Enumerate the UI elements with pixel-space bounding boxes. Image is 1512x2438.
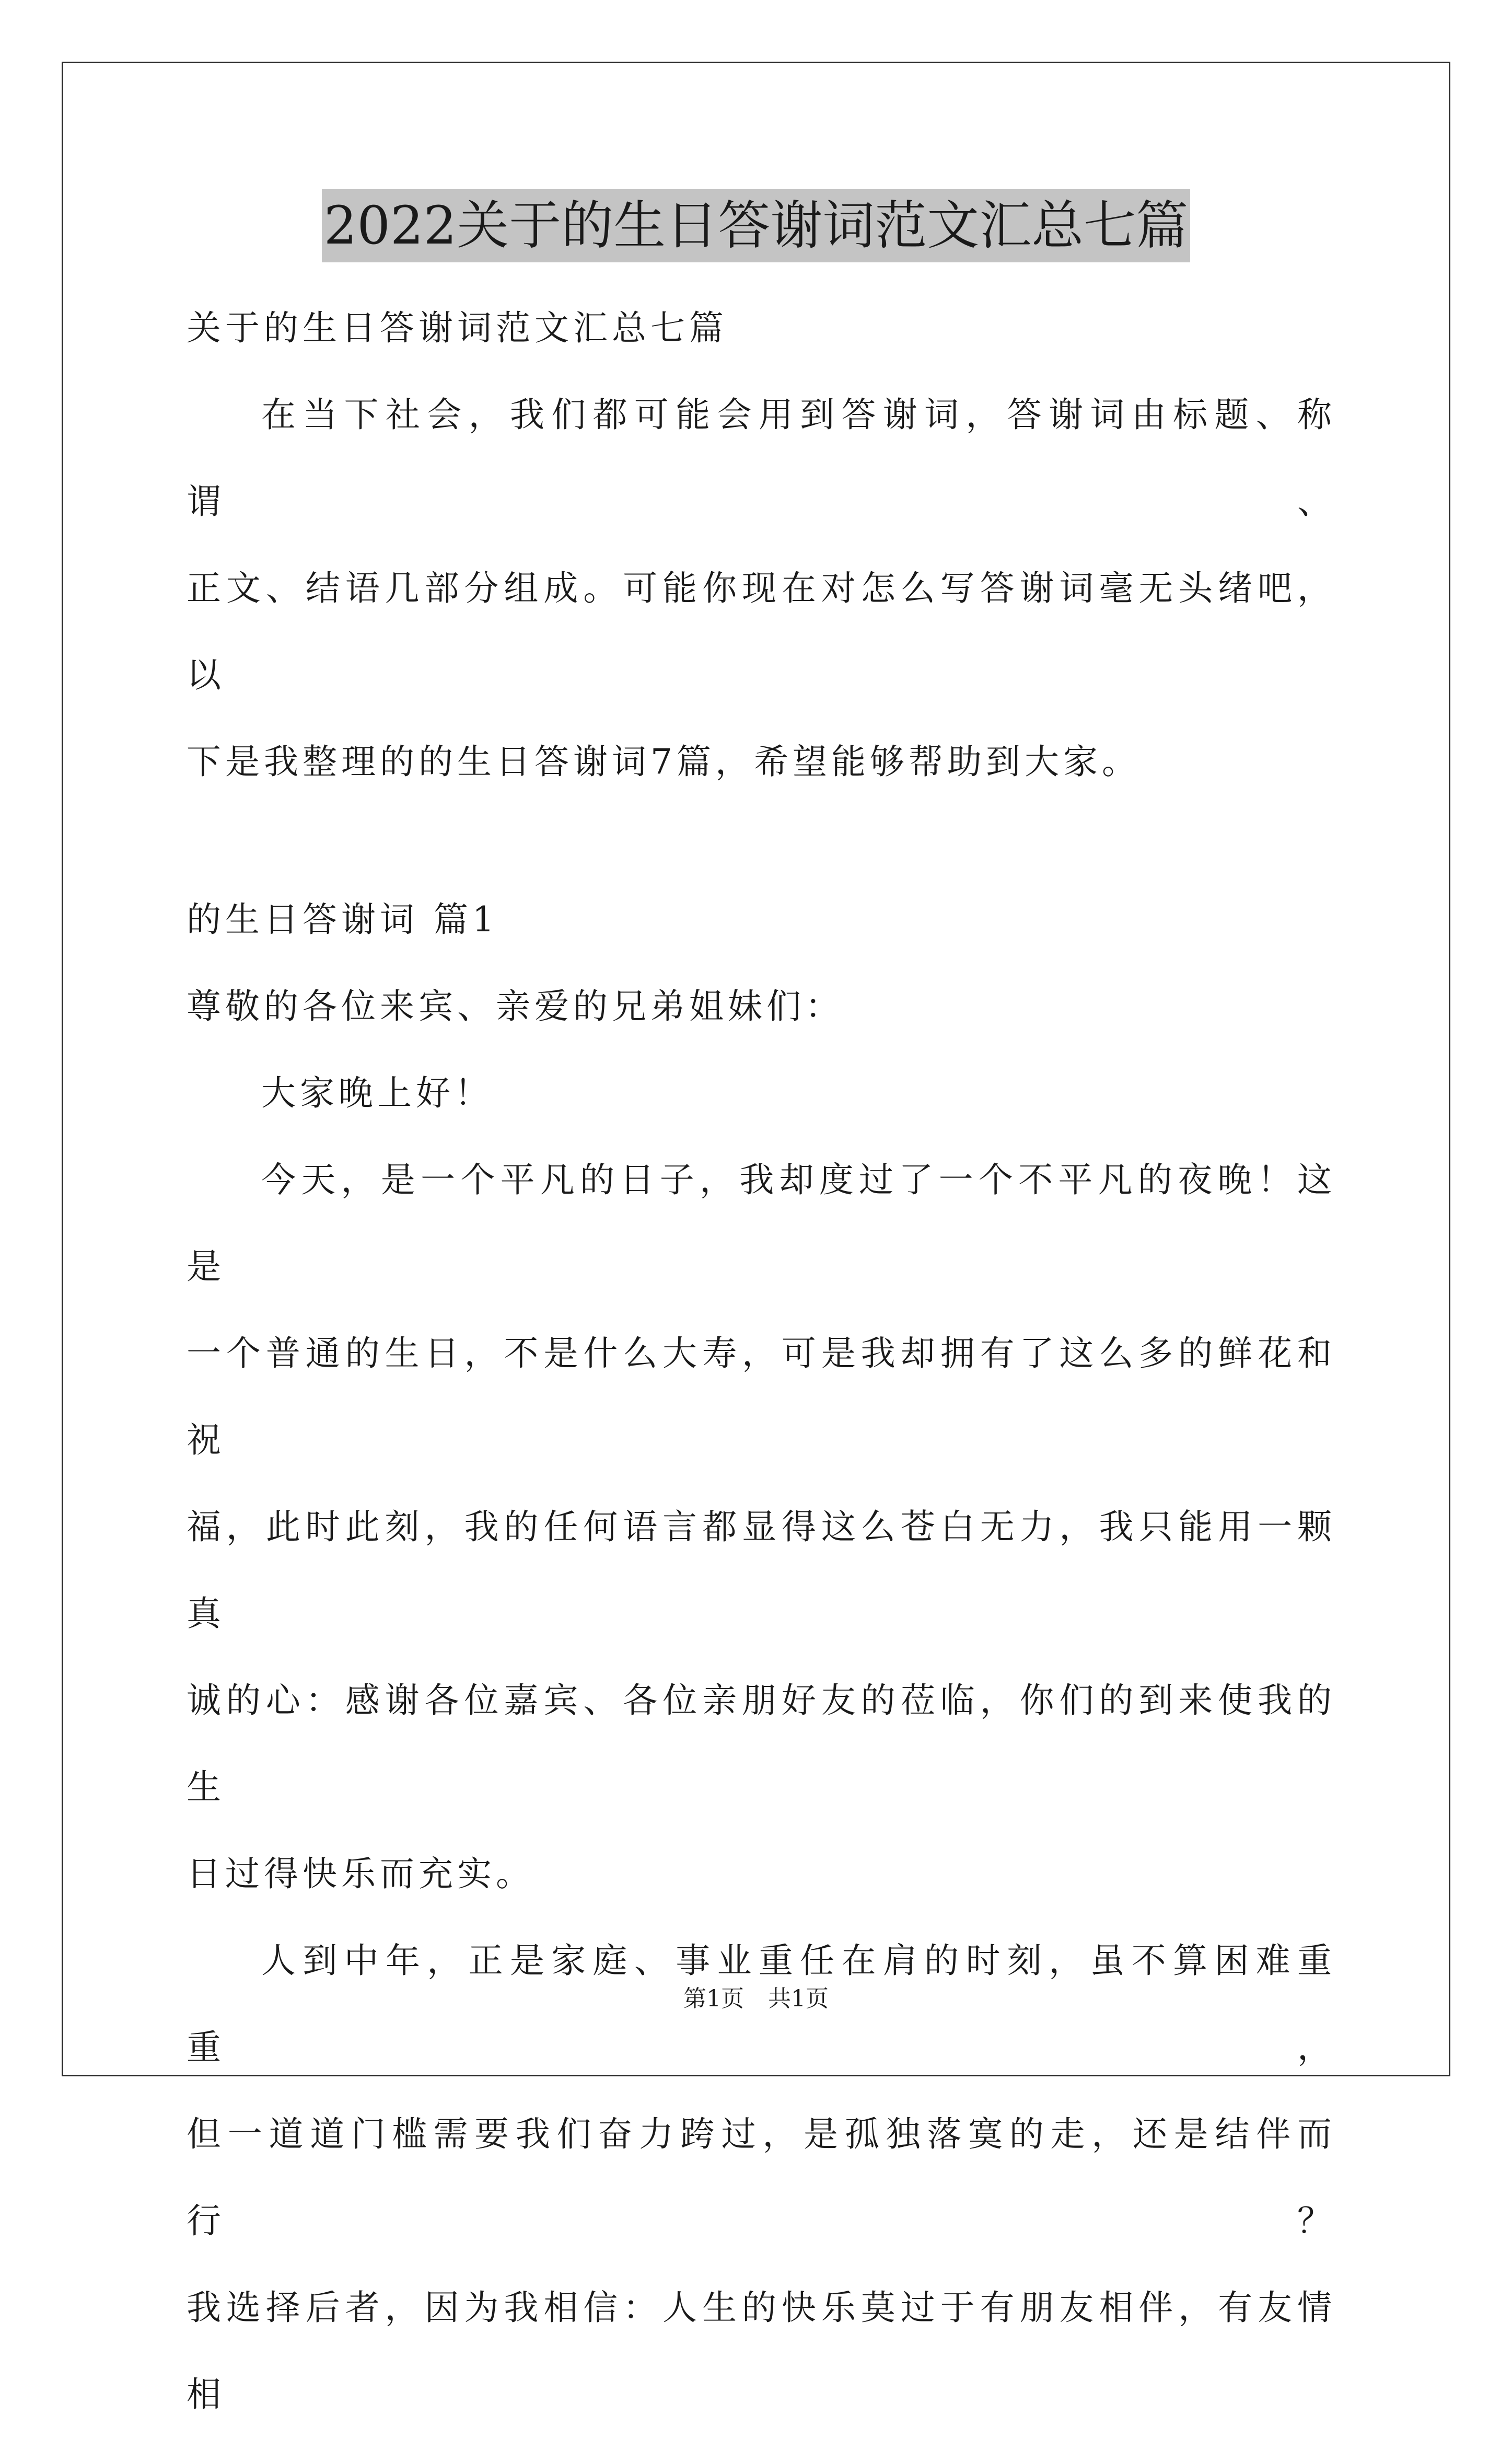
page-number: 第1页 [683,1985,744,2012]
document-title: 2022关于的生日答谢词范文汇总七篇 [322,189,1191,262]
section-heading: 的生日答谢词 篇1 [187,899,498,940]
paragraph-line: 我选择后者，因为我相信：人生的快乐莫过于有朋友相伴，有友情相 [187,2287,1336,2414]
page-footer [0,1983,1512,2015]
paragraph-line: 诚的心：感谢各位嘉宾、各位亲朋好友的莅临，你们的到来使我的生 [187,1680,1336,1807]
paragraph-line: 日过得快乐而充实。 [187,1854,534,1894]
document-body [187,285,1336,2438]
intro-line: 在当下社会，我们都可能会用到答谢词，答谢词由标题、称谓、 [187,395,1336,522]
paragraph-line: 人到中年，正是家庭、事业重任在肩的时刻，虽不算困难重重， [187,1940,1336,2067]
title-container [0,189,1512,262]
intro-line: 正文、结语几部分组成。可能你现在对怎么写答谢词毫无头绪吧，以 [187,568,1336,695]
salutation: 尊敬的各位来宾、亲爱的兄弟姐妹们： [187,986,844,1026]
greeting: 大家晚上好！ [261,1073,493,1113]
intro-line: 下是我整理的的生日答谢词7篇，希望能够帮助到大家。 [187,742,1141,782]
paragraph-line: 今天，是一个平凡的日子，我却度过了一个不平凡的夜晚！这是 [187,1160,1336,1287]
spacer [187,805,1336,876]
paragraph-line: 但一道道门槛需要我们奋力跨过，是孤独落寞的走，还是结伴而行？ [187,2114,1336,2241]
page-total: 共1页 [768,1985,829,2012]
paragraph-line: 福，此时此刻，我的任何语言都显得这么苍白无力，我只能用一颗真 [187,1507,1336,1634]
paragraph-line: 一个普通的生日，不是什么大寿，可是我却拥有了这么多的鲜花和祝 [187,1333,1336,1460]
document-subtitle: 关于的生日答谢词范文汇总七篇 [187,308,728,348]
